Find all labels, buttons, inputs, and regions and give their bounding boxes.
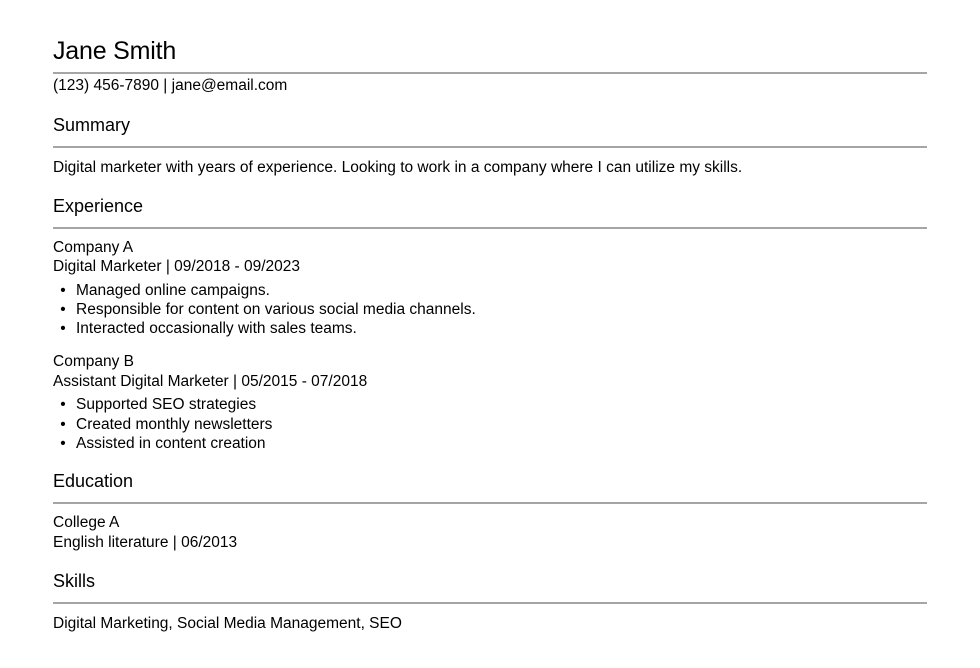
bullet-icon: •	[60, 434, 66, 452]
job-bullets	[53, 281, 927, 339]
contact-line: (123) 456-7890 | jane@email.com	[53, 77, 288, 94]
bullet-icon: •	[60, 320, 66, 338]
bullet-icon: •	[60, 396, 66, 414]
job-entry	[53, 352, 927, 453]
list-item	[60, 415, 927, 434]
resume-page	[53, 34, 927, 634]
summary-text: Digital marketer with years of experience. Looking to work in a company where I can utilize my skills.	[53, 159, 743, 176]
job-bullets	[53, 395, 927, 453]
job-role: Digital Marketer | 09/2018 - 09/2023	[53, 258, 301, 275]
education-detail: English literature | 06/2013	[53, 533, 238, 551]
education-heading: Education	[53, 471, 134, 492]
bullet-text: Responsible for content on various social media channels.	[76, 300, 476, 318]
bullet-icon: •	[60, 415, 66, 433]
bullet-text: Supported SEO strategies	[76, 396, 257, 414]
bullet-text: Created monthly newsletters	[76, 415, 273, 433]
experience-heading: Experience	[53, 195, 144, 216]
bullet-icon: •	[60, 300, 66, 318]
skills-heading: Skills	[53, 571, 96, 592]
job-company: Company B	[53, 353, 134, 371]
job-company: Company A	[53, 238, 134, 256]
job-entry	[53, 238, 927, 339]
skills-text: Digital Marketing, Social Media Management, SEO	[53, 615, 402, 633]
list-item	[60, 395, 927, 414]
list-item	[60, 300, 927, 319]
bullet-text: Interacted occasionally with sales teams.	[76, 320, 357, 338]
header-divider	[53, 72, 927, 74]
job-role: Assistant Digital Marketer | 05/2015 - 07/2018	[53, 372, 368, 390]
list-item	[60, 281, 927, 300]
candidate-name: Jane Smith	[53, 37, 177, 65]
education-school: College A	[53, 514, 120, 532]
bullet-text: Assisted in content creation	[76, 434, 266, 452]
bullet-icon: •	[60, 281, 66, 299]
summary-heading: Summary	[53, 115, 131, 135]
list-item	[60, 319, 927, 338]
bullet-text: Managed online campaigns.	[76, 281, 270, 299]
list-item	[60, 434, 927, 453]
